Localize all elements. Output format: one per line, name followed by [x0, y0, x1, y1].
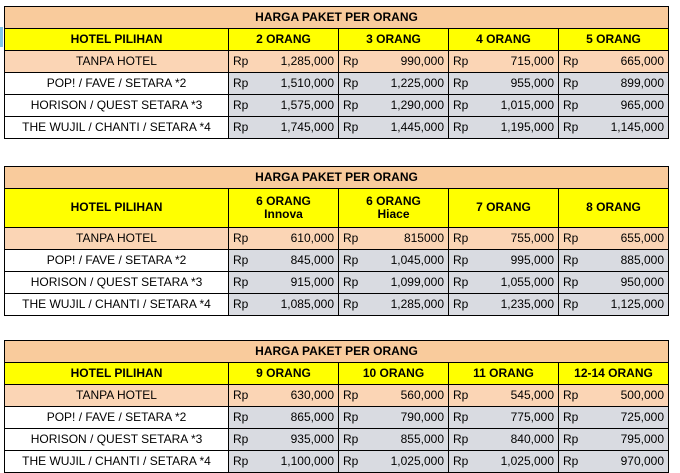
currency-label: Rp	[563, 119, 579, 134]
price-value: 950,000	[620, 274, 665, 289]
price-value: 1,225,000	[390, 75, 444, 90]
price-value: 790,000	[400, 409, 444, 424]
price-cell	[559, 95, 669, 117]
price-value: 965,000	[620, 97, 665, 112]
currency-label: Rp	[563, 75, 579, 90]
price-value: 935,000	[290, 431, 334, 446]
hotel-name: THE WUJIL / CHANTI / SETARA *4	[5, 294, 229, 316]
hotel-name: TANPA HOTEL	[5, 51, 229, 73]
table-title: HARGA PAKET PER ORANG	[5, 7, 669, 29]
price-cell	[559, 272, 669, 294]
hotel-name: TANPA HOTEL	[5, 385, 229, 407]
table-row	[5, 385, 669, 407]
price-cell	[449, 294, 559, 316]
currency-label: Rp	[453, 409, 469, 424]
currency-label: Rp	[343, 252, 359, 267]
price-value: 775,000	[510, 409, 554, 424]
price-value: 795,000	[620, 431, 665, 446]
currency-label: Rp	[453, 230, 469, 245]
price-cell	[229, 294, 339, 316]
column-label: 6 ORANG	[366, 193, 421, 208]
price-table-2	[4, 166, 669, 316]
column-header: 12-14 ORANG	[559, 363, 669, 385]
price-value: 630,000	[290, 387, 334, 402]
price-cell	[449, 73, 559, 95]
currency-label: Rp	[453, 75, 469, 90]
column-sublabel: Innova	[264, 207, 303, 221]
currency-label: Rp	[453, 97, 469, 112]
currency-label: Rp	[233, 296, 249, 311]
price-cell	[229, 429, 339, 451]
currency-label: Rp	[343, 431, 359, 446]
currency-label: Rp	[563, 53, 579, 68]
table-row	[5, 407, 669, 429]
currency-label: Rp	[563, 252, 579, 267]
column-header: 11 ORANG	[449, 363, 559, 385]
price-cell	[559, 250, 669, 272]
price-cell	[449, 451, 559, 473]
currency-label: Rp	[453, 431, 469, 446]
price-value: 755,000	[510, 230, 554, 245]
price-value: 1,445,000	[390, 119, 444, 134]
currency-label: Rp	[343, 119, 359, 134]
currency-label: Rp	[563, 409, 579, 424]
currency-label: Rp	[343, 453, 359, 468]
currency-label: Rp	[233, 53, 249, 68]
price-value: 899,000	[620, 75, 665, 90]
price-value: 1,015,000	[500, 97, 554, 112]
price-cell	[339, 95, 449, 117]
price-value: 995,000	[510, 252, 554, 267]
hotel-name: HORISON / QUEST SETARA *3	[5, 272, 229, 294]
price-value: 885,000	[620, 252, 665, 267]
price-cell	[339, 250, 449, 272]
currency-label: Rp	[453, 274, 469, 289]
price-cell	[339, 51, 449, 73]
price-value: 500,000	[620, 387, 665, 402]
price-value: 1,045,000	[390, 252, 444, 267]
price-value: 1,145,000	[610, 119, 665, 134]
currency-label: Rp	[233, 274, 249, 289]
column-header: 9 ORANG	[229, 363, 339, 385]
price-cell	[449, 228, 559, 250]
currency-label: Rp	[453, 252, 469, 267]
currency-label: Rp	[343, 75, 359, 90]
price-value: 1,575,000	[280, 97, 334, 112]
price-value: 865,000	[290, 409, 334, 424]
price-value: 715,000	[510, 53, 554, 68]
price-cell	[339, 294, 449, 316]
price-cell	[229, 73, 339, 95]
table-row	[5, 228, 669, 250]
currency-label: Rp	[343, 296, 359, 311]
currency-label: Rp	[233, 119, 249, 134]
price-cell	[559, 407, 669, 429]
currency-label: Rp	[563, 274, 579, 289]
price-cell	[229, 117, 339, 139]
column-sublabel: Hiace	[377, 207, 410, 221]
column-header	[229, 189, 339, 228]
price-cell	[449, 95, 559, 117]
hotel-header: HOTEL PILIHAN	[5, 363, 229, 385]
price-value: 1,025,000	[390, 453, 444, 468]
price-cell	[449, 51, 559, 73]
price-value: 915,000	[290, 274, 334, 289]
price-value: 655,000	[620, 230, 665, 245]
price-cell	[229, 250, 339, 272]
currency-label: Rp	[343, 387, 359, 402]
currency-label: Rp	[233, 431, 249, 446]
table-title: HARGA PAKET PER ORANG	[5, 167, 669, 189]
price-value: 1,125,000	[610, 296, 665, 311]
price-cell	[559, 294, 669, 316]
price-cell	[229, 385, 339, 407]
currency-label: Rp	[233, 453, 249, 468]
currency-label: Rp	[563, 431, 579, 446]
price-value: 610,000	[290, 230, 334, 245]
price-value: 845,000	[290, 252, 334, 267]
currency-label: Rp	[453, 453, 469, 468]
currency-label: Rp	[343, 274, 359, 289]
currency-label: Rp	[453, 119, 469, 134]
currency-label: Rp	[343, 230, 359, 245]
currency-label: Rp	[453, 387, 469, 402]
price-cell	[449, 429, 559, 451]
price-value: 560,000	[400, 387, 444, 402]
selection-marker	[0, 27, 3, 47]
table-row	[5, 272, 669, 294]
column-header: 2 ORANG	[229, 29, 339, 51]
price-cell	[339, 429, 449, 451]
price-cell	[559, 385, 669, 407]
price-value: 665,000	[620, 53, 665, 68]
price-value: 1,510,000	[280, 75, 334, 90]
price-value: 815000	[403, 230, 444, 245]
price-cell	[449, 250, 559, 272]
hotel-name: POP! / FAVE / SETARA *2	[5, 250, 229, 272]
price-cell	[339, 272, 449, 294]
column-header: 10 ORANG	[339, 363, 449, 385]
table-row	[5, 95, 669, 117]
price-cell	[229, 228, 339, 250]
currency-label: Rp	[563, 296, 579, 311]
price-value: 1,235,000	[500, 296, 554, 311]
price-value: 970,000	[620, 453, 665, 468]
price-cell	[229, 272, 339, 294]
price-value: 1,195,000	[500, 119, 554, 134]
table-row	[5, 451, 669, 473]
currency-label: Rp	[233, 409, 249, 424]
price-value: 1,290,000	[390, 97, 444, 112]
hotel-name: POP! / FAVE / SETARA *2	[5, 73, 229, 95]
table-row	[5, 73, 669, 95]
price-value: 1,099,000	[390, 274, 444, 289]
price-value: 840,000	[510, 431, 554, 446]
price-value: 955,000	[510, 75, 554, 90]
price-value: 1,285,000	[280, 53, 334, 68]
hotel-name: THE WUJIL / CHANTI / SETARA *4	[5, 117, 229, 139]
price-cell	[339, 385, 449, 407]
currency-label: Rp	[233, 252, 249, 267]
currency-label: Rp	[563, 97, 579, 112]
price-cell	[339, 228, 449, 250]
price-value: 1,085,000	[280, 296, 334, 311]
hotel-name: POP! / FAVE / SETARA *2	[5, 407, 229, 429]
price-cell	[339, 451, 449, 473]
currency-label: Rp	[233, 230, 249, 245]
hotel-header: HOTEL PILIHAN	[5, 29, 229, 51]
column-header: 8 ORANG	[559, 189, 669, 228]
hotel-name: THE WUJIL / CHANTI / SETARA *4	[5, 451, 229, 473]
price-table-3	[4, 340, 669, 473]
price-cell	[559, 51, 669, 73]
price-table-1	[4, 6, 669, 139]
price-cell	[229, 451, 339, 473]
table-row	[5, 250, 669, 272]
column-header: 7 ORANG	[449, 189, 559, 228]
price-cell	[559, 451, 669, 473]
currency-label: Rp	[343, 53, 359, 68]
currency-label: Rp	[563, 387, 579, 402]
currency-label: Rp	[233, 75, 249, 90]
currency-label: Rp	[453, 296, 469, 311]
price-value: 725,000	[620, 409, 665, 424]
price-cell	[559, 73, 669, 95]
column-header: 3 ORANG	[339, 29, 449, 51]
price-value: 1,025,000	[500, 453, 554, 468]
currency-label: Rp	[453, 53, 469, 68]
price-cell	[559, 228, 669, 250]
price-value: 1,055,000	[500, 274, 554, 289]
column-header: 5 ORANG	[559, 29, 669, 51]
price-cell	[229, 51, 339, 73]
currency-label: Rp	[343, 409, 359, 424]
price-cell	[229, 95, 339, 117]
hotel-name: HORISON / QUEST SETARA *3	[5, 95, 229, 117]
currency-label: Rp	[563, 230, 579, 245]
price-cell	[449, 117, 559, 139]
hotel-header: HOTEL PILIHAN	[5, 189, 229, 228]
price-cell	[339, 73, 449, 95]
table-row	[5, 294, 669, 316]
currency-label: Rp	[233, 387, 249, 402]
hotel-name: TANPA HOTEL	[5, 228, 229, 250]
price-value: 1,100,000	[280, 453, 334, 468]
column-header	[339, 189, 449, 228]
price-cell	[449, 272, 559, 294]
price-value: 545,000	[510, 387, 554, 402]
currency-label: Rp	[563, 453, 579, 468]
hotel-name: HORISON / QUEST SETARA *3	[5, 429, 229, 451]
currency-label: Rp	[343, 97, 359, 112]
price-cell	[449, 407, 559, 429]
column-label: 6 ORANG	[256, 193, 311, 208]
column-header: 4 ORANG	[449, 29, 559, 51]
price-cell	[449, 385, 559, 407]
price-cell	[559, 429, 669, 451]
currency-label: Rp	[233, 97, 249, 112]
price-value: 1,745,000	[280, 119, 334, 134]
price-cell	[229, 407, 339, 429]
table-title: HARGA PAKET PER ORANG	[5, 341, 669, 363]
price-cell	[339, 407, 449, 429]
price-cell	[559, 117, 669, 139]
price-cell	[339, 117, 449, 139]
price-value: 990,000	[400, 53, 444, 68]
table-row	[5, 51, 669, 73]
price-value: 1,285,000	[390, 296, 444, 311]
price-value: 855,000	[400, 431, 444, 446]
table-row	[5, 429, 669, 451]
table-row	[5, 117, 669, 139]
